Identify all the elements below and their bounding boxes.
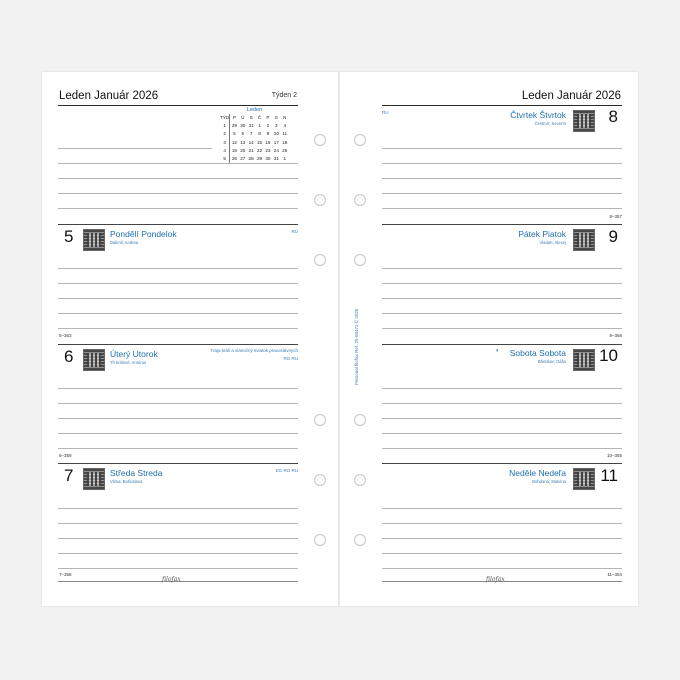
mini-calendar [220,107,289,163]
writing-line [382,538,622,539]
day-count: 7–358 [59,572,72,577]
writing-line [382,403,622,404]
writing-line [58,523,298,524]
mini-cal-day: 21 [248,147,254,153]
mini-cal-day: 5 [233,131,236,137]
binder-hole [354,414,366,426]
mini-cal-day: 14 [248,139,254,145]
writing-line [382,163,622,164]
mini-calendar-row [220,155,289,163]
mini-cal-week: 4 [220,147,230,155]
mini-cal-day: 4 [283,123,286,129]
day-rule [58,224,298,225]
day-count: 11–354 [607,572,622,577]
writing-line [382,418,622,419]
writing-line [382,553,622,554]
day-rule [58,344,298,345]
binder-hole [354,254,366,266]
mini-cal-day: 8 [258,131,261,137]
mini-cal-day: 15 [256,139,263,145]
writing-line [58,508,298,509]
holiday-country-codes: RU [291,229,298,234]
mini-cal-header: N [283,115,287,120]
binder-hole [314,194,326,206]
writing-line [382,148,622,149]
mini-calendar-grid [220,114,289,163]
day-name: Sobota Sobota [509,348,566,358]
qr-code-icon [83,468,105,490]
name-days: Břetislav; Dáša [537,359,566,364]
day-name: Pondělí Pondelok [110,229,177,239]
day-count: 8–357 [609,214,622,219]
mini-cal-header: Č [257,115,262,120]
month-title: Leden Január 2026 [521,90,621,102]
day-rule [382,344,622,345]
month-title: Leden Január 2026 [59,90,159,102]
day-rule [382,463,622,464]
mini-calendar-row [220,147,289,155]
mini-cal-week: 2 [220,130,230,138]
binder-hole [314,254,326,266]
day-count: 6–359 [59,453,72,458]
name-days: Dalimil; Andrea [110,240,139,245]
day-number: 11 [600,466,618,485]
mini-cal-day: 24 [273,147,279,153]
mini-cal-day: 9 [266,131,270,137]
writing-line [58,268,298,269]
writing-line [58,178,298,179]
mini-cal-day: 12 [231,139,237,145]
mini-cal-week: 5 [220,155,230,163]
writing-line [382,448,622,449]
mini-cal-day: 29 [231,123,237,129]
mini-cal-day: 31 [273,156,279,162]
writing-line [382,568,622,569]
mini-cal-day: 30 [240,123,246,129]
mini-cal-header: S [249,115,253,120]
binder-hole [354,474,366,486]
writing-line [58,433,298,434]
mini-cal-week: 3 [220,139,230,147]
writing-line [382,298,622,299]
holiday-country-codes: RU [382,110,389,115]
day-count: 9–356 [609,333,622,338]
mini-cal-day: 7 [249,131,253,137]
name-days: Vilma; Bohuslava [110,479,143,484]
binder-hole [314,414,326,426]
mini-calendar-row [220,130,289,138]
day-rule [58,463,298,464]
day-count: 5–363 [59,333,72,338]
binder-hole [354,534,366,546]
mini-cal-day: 19 [231,147,237,153]
writing-line [382,268,622,269]
mini-calendar-header-row [220,114,289,122]
writing-line [382,388,622,389]
holiday-country-codes: EG RO RU [275,468,298,473]
writing-line [58,313,298,314]
right-page-content [340,72,638,606]
writing-line [58,538,298,539]
mini-cal-day: 16 [265,139,271,145]
mini-cal-day: 10 [273,131,279,137]
day-name: Čtvrtek Štvrtok [510,110,566,120]
day-count: 10–355 [606,453,622,458]
writing-line [58,448,298,449]
name-days: Bohdana; Malvína [532,479,566,484]
qr-code-icon [573,349,595,371]
mini-cal-day: 6 [241,131,245,137]
mini-cal-day: 25 [282,147,288,153]
writing-line [58,388,298,389]
mini-cal-day: 1 [283,156,286,162]
writing-line [382,523,622,524]
writing-line [58,208,298,209]
mini-cal-day: 2 [266,123,270,129]
day-number: 6 [64,347,74,366]
mini-calendar-row [220,122,289,130]
mini-cal-day: 27 [240,156,246,162]
mini-cal-day: 11 [282,131,288,137]
moon-phase-icon: ◑ [495,348,499,354]
writing-line [382,178,622,179]
writing-line [58,193,298,194]
writing-line [382,328,622,329]
name-days: Čestmír; Severín [534,121,566,126]
binder-hole [314,134,326,146]
qr-code-icon [573,110,595,132]
mini-cal-day: 26 [231,156,237,162]
writing-line [58,328,298,329]
mini-calendar-row [220,139,289,147]
day-name: Neděle Nedeľa [509,468,566,478]
binder-hole [354,194,366,206]
writing-line [58,283,298,284]
mini-cal-day: 30 [265,156,271,162]
writing-line [382,433,622,434]
mini-cal-day: 13 [240,139,246,145]
day-name: Pátek Piatok [518,229,566,239]
writing-line [382,508,622,509]
writing-line [58,163,298,164]
writing-line [58,298,298,299]
mini-cal-week: 1 [220,122,230,130]
filofax-logo: filofax [486,576,505,583]
writing-line [382,283,622,284]
binder-hole [314,474,326,486]
mini-cal-header: TÝD [220,114,230,122]
writing-line [58,403,298,404]
writing-line [382,208,622,209]
header-rule [58,105,298,106]
mini-calendar-title: Leden [246,107,263,113]
mini-cal-day: 28 [248,156,254,162]
header-rule [382,105,622,106]
binder-hole [354,134,366,146]
holiday-name: Traja králi a vianočný sviatok pravoslávnych [210,348,298,353]
day-name: Středa Streda [110,468,163,478]
left-page-content [42,72,340,606]
mini-cal-header: P [266,115,270,120]
day-number: 5 [64,227,74,246]
writing-line [58,148,212,149]
qr-code-icon [83,229,105,251]
qr-code-icon [83,349,105,371]
writing-line [382,193,622,194]
day-number: 7 [64,466,74,485]
binder-hole [314,534,326,546]
writing-line [58,418,298,419]
mini-cal-day: 1 [258,123,261,129]
holiday-country-codes: RO RU [283,356,298,361]
mini-cal-day: 3 [275,123,278,129]
day-rule [382,224,622,225]
spine-reference-text: Personal filofax Ref. 25-68471 © 2026 [354,308,359,385]
writing-line [382,313,622,314]
day-number: 8 [608,107,618,126]
mini-cal-header: Ú [241,115,245,120]
mini-cal-day: 18 [282,139,288,145]
mini-cal-day: 29 [256,156,263,162]
mini-cal-day: 22 [256,147,263,153]
day-name: Úterý Utorok [110,349,158,359]
mini-cal-header: P [232,115,236,120]
mini-cal-day: 23 [265,147,271,153]
name-days: Tři králové; Antónia [110,360,146,365]
mini-cal-day: 17 [273,139,279,145]
mini-cal-header: S [274,115,278,120]
writing-line [58,568,298,569]
qr-code-icon [573,229,595,251]
day-number: 10 [599,346,618,365]
writing-line [58,553,298,554]
mini-cal-day: 31 [248,123,254,129]
name-days: Vladan; Alexej [539,240,566,245]
day-number: 9 [608,227,618,246]
filofax-logo: filofax [162,576,181,583]
mini-cal-day: 20 [240,147,246,153]
qr-code-icon [573,468,595,490]
week-label: Týden 2 [271,92,297,99]
